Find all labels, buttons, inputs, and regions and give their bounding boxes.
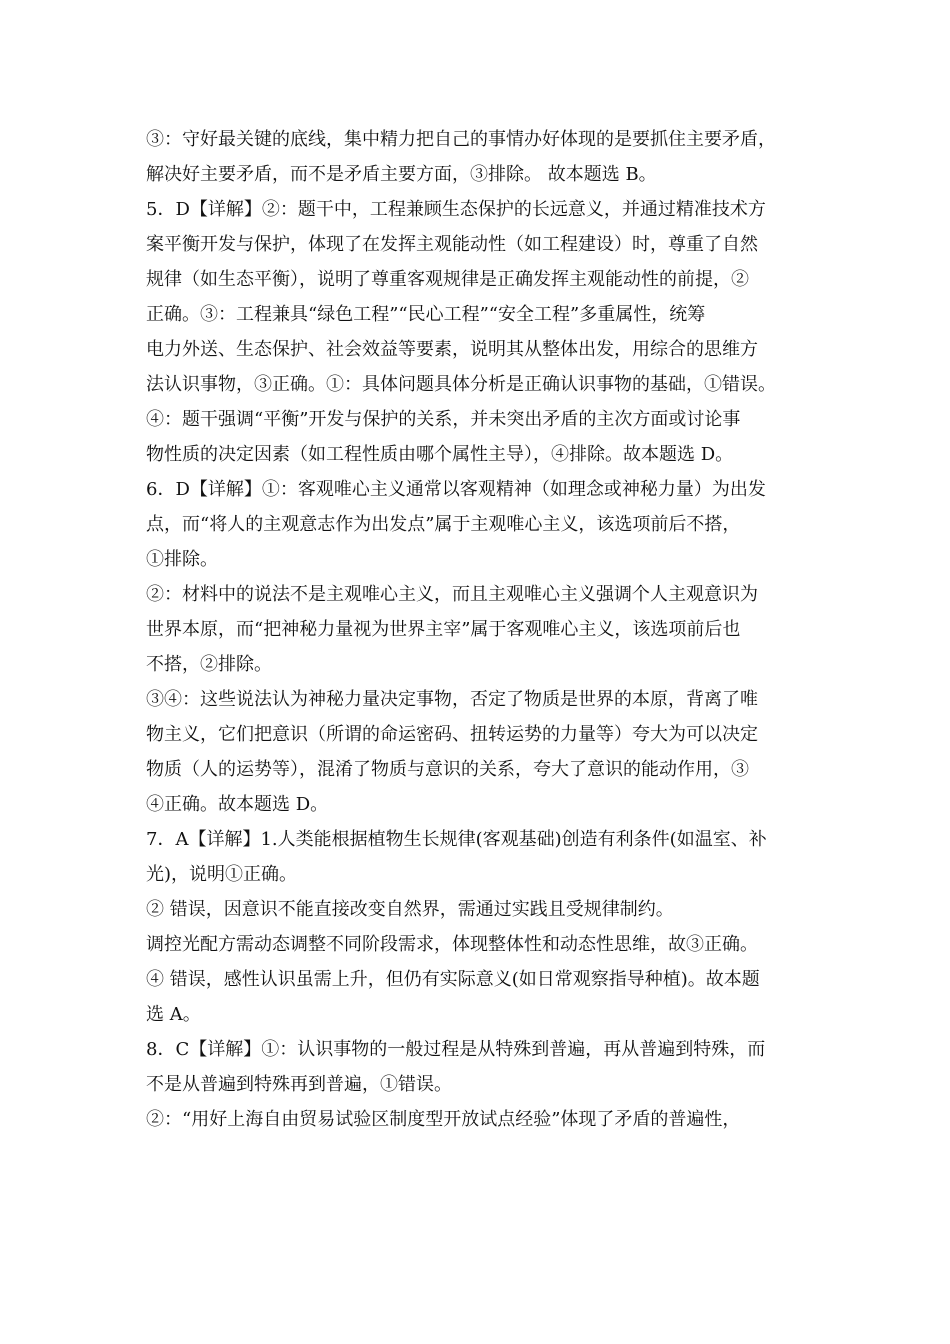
text-line: 电力外送、生态保护、社会效益等要素，说明其从整体出发，用综合的思维方 — [146, 339, 758, 360]
text-line: ④：题干强调“平衡”开发与保护的关系，并未突出矛盾的主次方面或讨论事 — [146, 409, 741, 430]
text-line: ①排除。 — [146, 549, 218, 570]
paragraph — [146, 122, 810, 192]
text-line: 物性质的决定因素（如工程性质由哪个属性主导），④排除。故本题选 D。 — [146, 444, 734, 465]
paragraph — [146, 962, 810, 1032]
text-line: 不是从普遍到特殊再到普遍，①错误。 — [146, 1074, 452, 1095]
paragraph — [146, 577, 810, 682]
text-line: 物质（人的运势等），混淆了物质与意识的关系，夸大了意识的能动作用，③ — [146, 759, 749, 780]
text-line: 8．C【详解】①：认识事物的一般过程是从特殊到普遍，再从普遍到特殊，而 — [146, 1039, 766, 1060]
text-line: ④正确。故本题选 D。 — [146, 794, 329, 815]
paragraph — [146, 892, 810, 927]
paragraph — [146, 1102, 810, 1137]
text-line: 解决好主要矛盾，而不是矛盾主要方面，③排除。 故本题选 B。 — [146, 164, 657, 185]
text-line: 案平衡开发与保护，体现了在发挥主观能动性（如工程建设）时，尊重了自然 — [146, 234, 758, 255]
text-line: 选 A。 — [146, 1004, 201, 1025]
text-line: 调控光配方需动态调整不同阶段需求，体现整体性和动态性思维，故③正确。 — [146, 934, 758, 955]
text-line: ④ 错误，感性认识虽需上升，但仍有实际意义(如日常观察指导种植)。故本题 — [146, 969, 760, 990]
text-line: 6．D【详解】①：客观唯心主义通常以客观精神（如理念或神秘力量）为出发 — [146, 479, 766, 500]
text-line: 物主义，它们把意识（所谓的命运密码、扭转运势的力量等）夸大为可以决定 — [146, 724, 758, 745]
paragraph — [146, 682, 810, 822]
text-line: 点，而“将人的主观意志作为出发点”属于主观唯心主义，该选项前后不搭， — [146, 514, 741, 535]
paragraph — [146, 927, 810, 962]
paragraph — [146, 192, 810, 472]
paragraph — [146, 472, 810, 577]
text-line: ②：“用好上海自由贸易试验区制度型开放试点经验”体现了矛盾的普遍性， — [146, 1109, 741, 1130]
document-body — [146, 122, 810, 1137]
text-line: ② 错误，因意识不能直接改变自然界，需通过实践且受规律制约。 — [146, 899, 674, 920]
text-line: 法认识事物，③正确。①：具体问题具体分析是正确认识事物的基础，①错误。 — [146, 374, 776, 395]
text-line: ③：守好最关键的底线，集中精力把自己的事情办好体现的是要抓住主要矛盾， — [146, 129, 776, 150]
text-line: ②：材料中的说法不是主观唯心主义，而且主观唯心主义强调个人主观意识为 — [146, 584, 758, 605]
paragraph — [146, 1032, 810, 1102]
text-line: 世界本原，而“把神秘力量视为世界主宰”属于客观唯心主义，该选项前后也 — [146, 619, 741, 640]
text-line: 5．D【详解】②：题干中，工程兼顾生态保护的长远意义，并通过精准技术方 — [146, 199, 766, 220]
text-line: ③④：这些说法认为神秘力量决定事物，否定了物质是世界的本原，背离了唯 — [146, 689, 758, 710]
text-line: 规律（如生态平衡），说明了尊重客观规律是正确发挥主观能动性的前提，② — [146, 269, 749, 290]
text-line: 不搭，②排除。 — [146, 654, 272, 675]
text-line: 7．A【详解】1.人类能根据植物生长规律(客观基础)创造有利条件(如温室、补 — [146, 829, 767, 850]
paragraph — [146, 822, 810, 892]
text-line: 正确。③：工程兼具“绿色工程”“民心工程”“安全工程”多重属性，统筹 — [146, 304, 706, 325]
text-line: 光)，说明①正确。 — [146, 864, 298, 885]
